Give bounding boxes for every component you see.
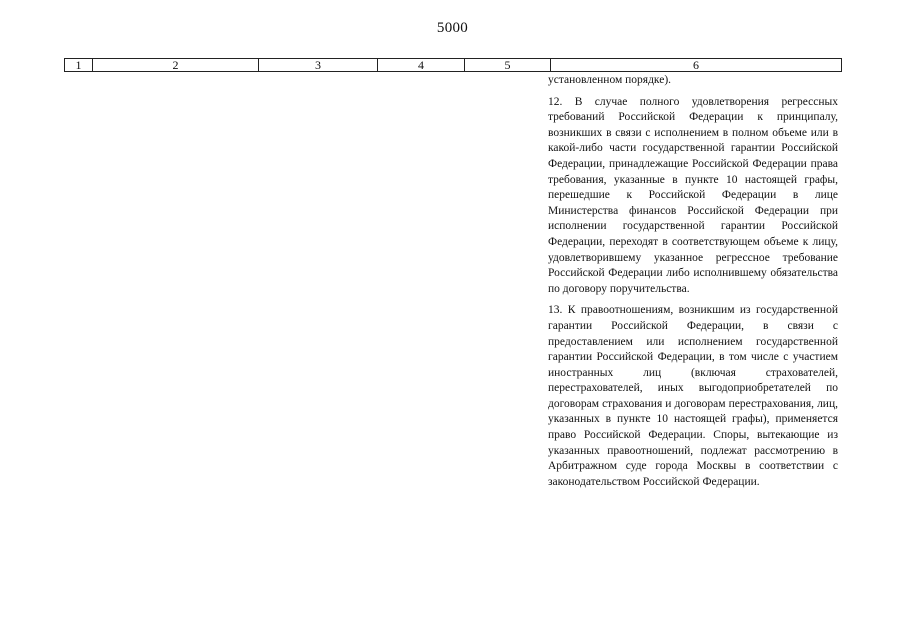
paragraph-13: 13. К правоотношениям, возникшим из государственной гарантии Российской Федерации, в связи с предоставлением или исполнением государственной гарантии Российской Федерации, в том числе с участием иностранных лиц (включая страхователей, перестрахователей, иных выгодоприобретателей по договорам страхования и договорам перестрахования, лиц, указанных в пункте 10 настоящей графы), применяется право Российской Федерации. Споры, вытекающие из указанных правоотношений, подлежат рассмотрению в Арбитражном суде города Москвы в соответствии с законодательством Российской Федерации.	[548, 304, 838, 488]
continued-text: установленном порядке).	[548, 74, 672, 86]
column-header-1: 1	[65, 59, 93, 71]
table-column-header-row	[64, 58, 842, 72]
column-header-5: 5	[465, 59, 551, 71]
paragraph-12: 12. В случае полного удовлетворения регрессных требований Российской Федерации к принципалу, возникших в связи с исполнением в полном объеме или в какой-либо части государственной гарантии Российской Федерации, принадлежащие Российской Федерации права требования, указанные в пункте 10 настоящей графы, перешедшие к Российской Федерации в лице Министерства финансов Российской Федерации при исполнении государственной гарантии Российской Федерации, переходят в соответствующем объеме к лицу, удовлетворившему указанное регрессное требование Российской Федерации либо исполнившему обязательства по договору поручительства.	[548, 95, 838, 295]
column-6-content	[548, 73, 838, 496]
column-header-4: 4	[378, 59, 465, 71]
column-header-3: 3	[259, 59, 378, 71]
column-header-6: 6	[693, 58, 699, 72]
column-header-2: 2	[93, 59, 259, 71]
page-number: 5000	[436, 20, 469, 36]
